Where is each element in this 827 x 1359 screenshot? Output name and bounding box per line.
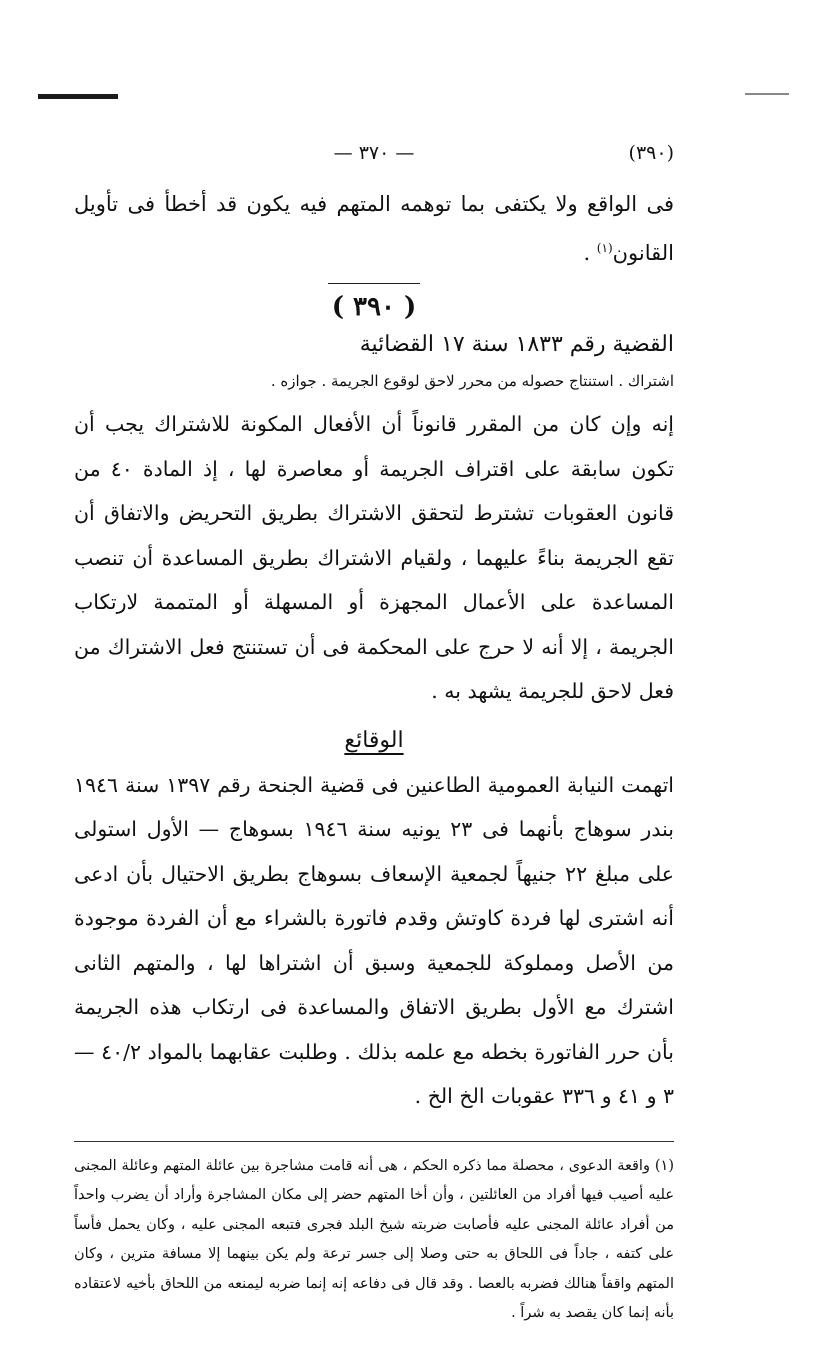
- footnote-marker: (١): [596, 241, 613, 255]
- legal-principle: إنه وإن كان من المقرر قانوناً أن الأفعال المكونة للاشتراك يجب أن تكون سابقة على اقتراف الجريمة أو معاصرة لها ، إذ المادة ٤٠ من قانون العقوبات تشترط لتحقق الاشتراك بطريق التحريض والاتفاق أن تقع الجريمة بناءً عليهما ، ولقيام الاشتراك بطريق المساعدة أن تنصب المساعدة على الأعمال المجهزة أو المسهلة أو المتممة لارتكاب الجريمة ، إلا أنه لا حرج على المحكمة فى أن تستنتج فعل الاشتراك من فعل لاحق للجريمة يشهد به .: [74, 412, 674, 703]
- running-head: [74, 140, 674, 180]
- carryover-line: [74, 182, 674, 275]
- scan-edge-mark: [38, 94, 118, 99]
- section-divider: [328, 283, 420, 284]
- carryover-text: فى الواقع ولا يكتفى بما توهمه المتهم فيه يكون قد أخطأ فى تأويل القانون: [74, 192, 674, 265]
- carryover-end: .: [583, 241, 597, 265]
- footnote: (١) واقعة الدعوى ، محصلة مما ذكره الحكم ، هى أنه قامت مشاجرة بين عائلة المتهم وعائلة المجنى عليه أصيب فيها أفراد من العائلتين ، وأن أخا المتهم حضر إلى مكان المشاجرة وأراد أن يضرب واحداً من أفراد عائلة المجنى عليه فأصابت ضربته شيخ البلد فجرى فتبعه المجنى عليه ، وكان يحمل فأساً على كتفه ، جاداً فى اللحاق به حتى وصلا إلى جسر ترعة ولم يكن بينهما إلا مسافة مترين ، وكان المتهم واقفاً هنالك فضربه بالعصا . وقد قال فى دفاعه إنه إنما ضربه ليمنعه من اللحاق بأخيه لاعتقاده بأنه إنما كان يقصد به شراً .: [74, 1157, 674, 1321]
- facts-heading: الوقائع: [344, 727, 404, 753]
- case-number: ( ٣٩٠ ): [331, 292, 417, 322]
- facts-paragraph: اتهمت النيابة العمومية الطاعنين فى قضية الجنحة رقم ١٣٩٧ سنة ١٩٤٦ بندر سوهاج بأنهما فى ٢٣ يونيه سنة ١٩٤٦ بسوهاج — الأول استولى على مبلغ ٢٢ جنيهاً لجمعية الإسعاف بسوهاج بطريق الاحتيال بأن ادعى أنه اشترى لها فردة كاوتش وقدم فاتورة بالشراء مع أن الفردة موجودة من الأصل ومملوكة للجمعية وسبق أن اشتراها لها ، والمتهم الثانى اشترك مع الأول بطريق الاتفاق والمساعدة فى ارتكاب هذه الجريمة بأن حرر الفاتورة بخطه مع علمه بذلك . وطلبت عقابهما بالمواد ٤٠/٢ — ٣ و ٤١ و ٣٣٦ عقوبات الخ الخ .: [74, 772, 674, 1108]
- headnote-keywords: اشتراك . استنتاج حصوله من محرر لاحق لوقوع الجريمة . جوازه .: [270, 372, 674, 390]
- page-number: — ٣٧٠ —: [333, 142, 415, 164]
- case-title: القضية رقم ١٨٣٣ سنة ١٧ القضائية: [359, 332, 674, 357]
- scan-edge-mark-right: [745, 93, 789, 95]
- section-number: (٣٩٠): [628, 142, 674, 164]
- document-page: [74, 140, 674, 1329]
- footnote-divider: [74, 1141, 674, 1142]
